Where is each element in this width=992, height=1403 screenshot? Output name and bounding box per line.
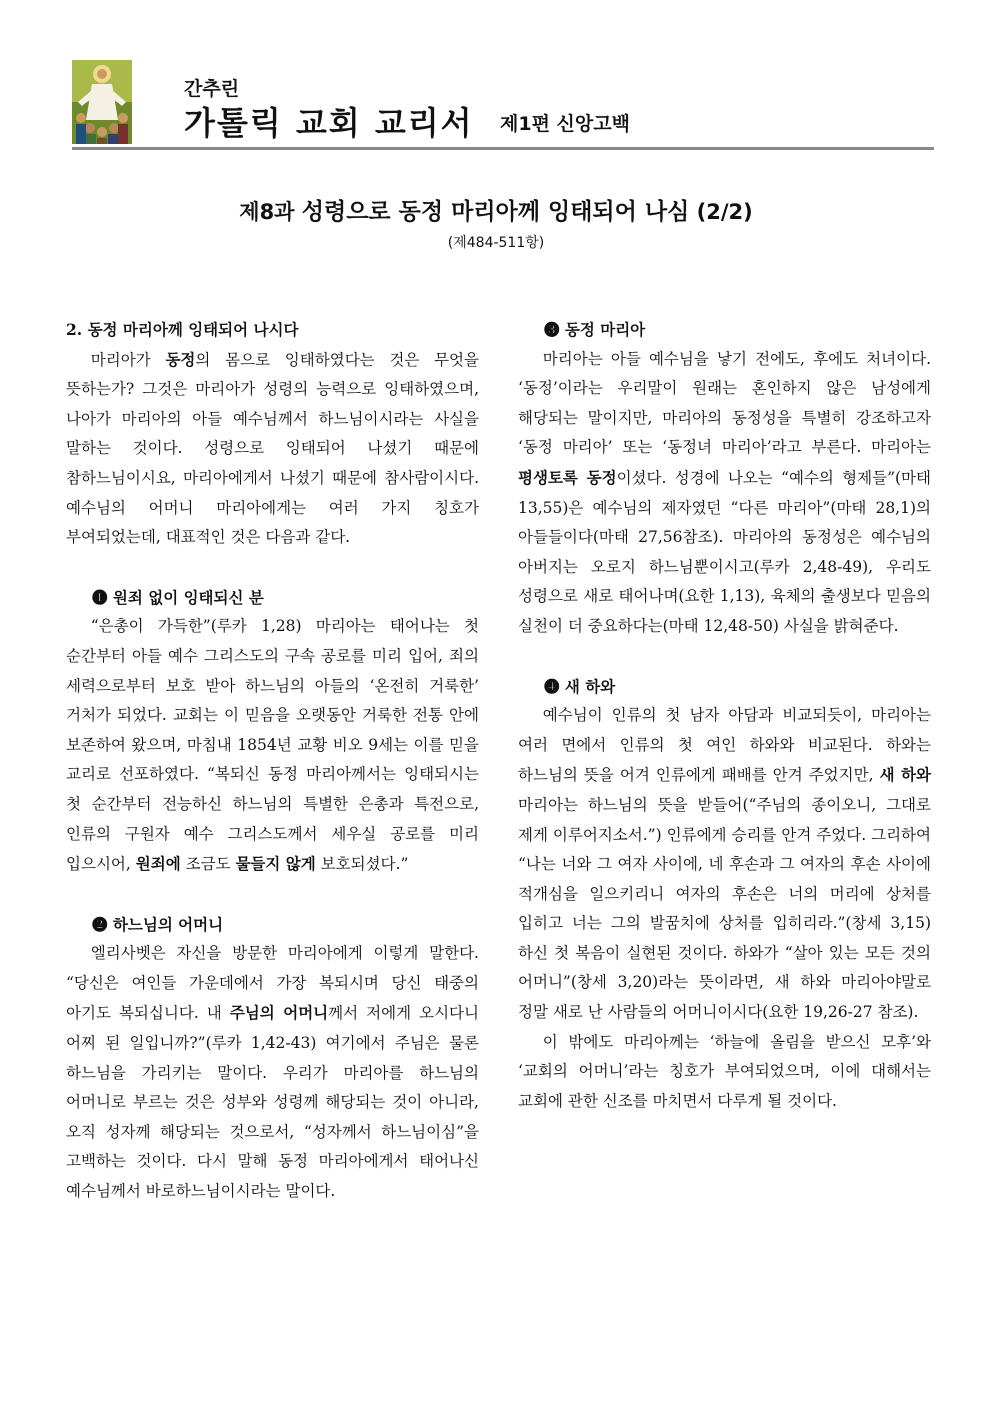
left-column (66, 315, 479, 1207)
header-part: 제1편 신앙고백 (500, 113, 630, 135)
header-title: 가톨릭 교회 교리서 (184, 104, 474, 142)
section-heading: 2. 동정 마리아께 잉태되어 나시다 (66, 320, 299, 339)
lesson-title (0, 193, 992, 226)
subsection-4-paragraph: 예수님이 인류의 첫 남자 아담과 비교되듯이, 마리아는 여러 면에서 인류의 첫 여인 하와와 비교된다. 하와는 하느님의 뜻을 어겨 인류에게 패배를 안겨 주었지만, 새 하와 마리아는 하느님의 뜻을 받들어(“주님의 종이오니, 그대로 제게 이루어지소서.”) 인류에게 승리를 안겨 주었다. 그리하여 “나는 너와 그 여자 사이에, 네 후손과 그 여자의 후손 사이에 적개심을 일으키리니 여자의 후손은 너의 머리에 상처를 입히고 너는 그의 발꿈치에 상처를 입히리라.”(창세 3,15) 하신 첫 복음이 실현된 것이다. 하와가 “살아 있는 모든 것의 어머니”(창세 3,20)라는 뜻이라면, 새 하와 마리아야말로 정말 새로 난 사람들의 어머니이시다(요한 19,26-27 참조). (518, 706, 931, 1022)
paragraph-range: (제484-511항) (447, 235, 545, 251)
intro-paragraph: 마리아가 동정의 몸으로 잉태하였다는 것은 무엇을 뜻하는가? 그것은 마리아가 성령의 능력으로 잉태하였으며, 나아가 마리아의 아들 예수님께서 하느님이시라는 사실을 말하는 것이다. 성령으로 잉태되어 나셨기 때문에 참하느님이시요, 마리아에게서 나셨기 때문에 참사람이시다. 예수님의 어머니 마리아에게는 여러 가지 칭호가 부여되었는데, 대표적인 것은 다음과 같다. (66, 349, 479, 547)
right-column (518, 315, 931, 1116)
subsection-2-paragraph: 엘리사벳은 자신을 방문한 마리아에게 이렇게 말한다. “당신은 여인들 가운데에서 가장 복되시며 당신 태중의 아기도 복되십니다. 내 주님의 어머니께서 저에게 오시다니 어찌 된 일입니까?”(루카 1,42-43) 여기에서 주님은 물론 하느님을 가리키는 말이다. 우리가 마리아를 하느님의 어머니로 부르는 것은 성부와 성령께 해당되는 것이 아니라, 오직 성자께 해당되는 것으로서, “성자께서 하느님이심”을 고백하는 것이다. 다시 말해 동정 마리아에게서 태어나신 예수님께서 바로하느님이시라는 말이다. (66, 944, 479, 1201)
lesson-number: 제8과 (239, 200, 302, 224)
subsection-4-title: ❹ 새 하와 (544, 676, 616, 696)
subsection-2-title: ❷ 하느님의 어머니 (92, 914, 224, 934)
document-header (72, 60, 934, 152)
jesus-with-apostles-icon (72, 60, 132, 144)
subsection-3-title: ❸ 동정 마리아 (544, 320, 646, 339)
lesson-title-text: 성령으로 동정 마리아께 잉태되어 나심 (301, 199, 690, 225)
header-divider (72, 147, 934, 150)
closing-paragraph: 이 밖에도 마리아께는 ‘하늘에 올림을 받으신 모후’와 ‘교회의 어머니’라는 칭호가 부여되었으며, 이에 대해서는 교회에 관한 신조를 마치면서 다루게 될 것이다. (518, 1032, 931, 1110)
header-subtitle: 간추린 (184, 78, 240, 100)
subsection-1-paragraph: “은총이 가득한”(루카 1,28) 마리아는 태어나는 첫 순간부터 아들 예수 그리스도의 구속 공로를 미리 입어, 죄의 세력으로부터 보호 받아 하느님의 아들의 ‘온전히 거룩한’ 거처가 되었다. 교회는 이 믿음을 오랫동안 거룩한 전통 안에 보존하여 왔으며, 마침내 1854년 교황 비오 9세는 이를 믿을 교리로 선포하였다. “복되신 동정 마리아께서는 잉태되시는 첫 순간부터 전능하신 하느님의 특별한 은총과 특전으로, 인류의 구원자 예수 그리스도께서 세우실 공로를 미리 입으시어, 원죄에 조금도 물들지 않게 보호되셨다.” (66, 617, 479, 874)
lesson-part: (2/2) (689, 200, 753, 224)
subsection-1-title: ❶ 원죄 없이 잉태되신 분 (92, 587, 264, 607)
subsection-3-paragraph: 마리아는 아들 예수님을 낳기 전에도, 후에도 처녀이다. ‘동정’이라는 우리말이 원래는 혼인하지 않은 남성에게 해당되는 말이지만, 마리아의 동정성을 특별히 강조하고자 ‘동정 마리아’ 또는 ‘동정녀 마리아’라고 부른다. 마리아는 평생토록 동정이셨다. 성경에 나오는 “예수의 형제들”(마태 13,55)은 예수님의 제자였던 “다른 마리아”(마태 28,1)의 아들들이다(마태 27,56참조). 마리아의 동정성은 예수님의 아버지는 오로지 하느님뿐이시고(루카 2,48-49), 우리도 성령으로 새로 태어나며(요한 1,13), 육체의 출생보다 믿음의 실천이 더 중요하다는(마태 12,48-50) 사실을 밝혀준다. (518, 349, 931, 635)
